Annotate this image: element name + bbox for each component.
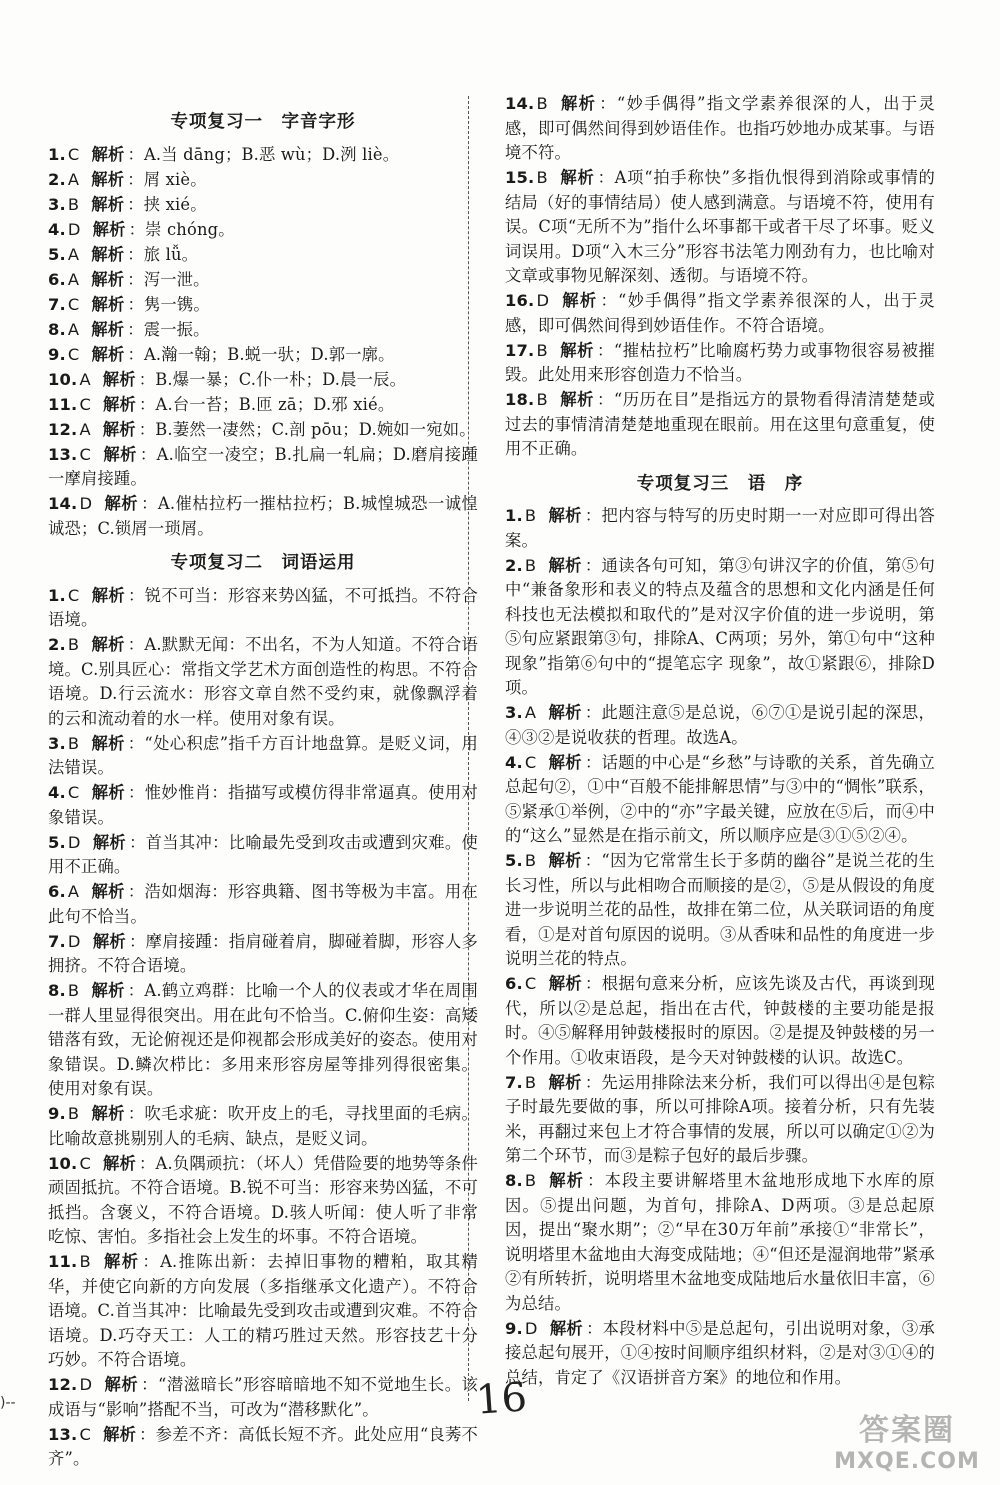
answer-item bbox=[48, 584, 478, 633]
answer-item bbox=[48, 1373, 478, 1422]
analysis-text: ：屑 xiè。 bbox=[127, 169, 207, 189]
answer-choice: B bbox=[524, 555, 537, 575]
answer-item bbox=[48, 930, 478, 979]
section-title: 专项复习二 词语运用 bbox=[170, 553, 356, 573]
analysis-text: ：“摧枯拉朽”比喻腐朽势力或事物很容易被摧毁。此处用来形容创造力不恰当。 bbox=[505, 340, 935, 384]
analysis-text: ：A.台一苔；B.匝 zā；D.邪 xié。 bbox=[139, 394, 395, 414]
analysis-text: ：本段材料中⑤是总起句，引出说明对象，③承接总起句展开，①④按时间顺序组织材料，②是对③①④的总结，肯定了《汉语拼音方案》的地位和作用。 bbox=[505, 1318, 935, 1387]
analysis-label: 解析 bbox=[91, 1104, 125, 1123]
analysis-text: ：震一振。 bbox=[127, 319, 210, 339]
question-number: 7. bbox=[48, 294, 66, 314]
answer-item bbox=[48, 443, 478, 492]
answer-item bbox=[505, 504, 935, 553]
answer-item bbox=[48, 368, 478, 393]
analysis-label: 解析 bbox=[548, 1072, 582, 1092]
analysis-label: 解析 bbox=[104, 494, 139, 513]
question-number: 5. bbox=[505, 851, 523, 870]
analysis-text: ：根据句意来分析，应该先谈及古代，再谈到现代，所以②是总起，指出在古代，钟鼓楼的主要功能是报时。④⑤解释用钟鼓楼报时的原因。②是提及钟鼓楼的另一个作用。①收束语段，是今天对钟鼓楼的认识。故选C。 bbox=[505, 974, 936, 1067]
question-number: 14. bbox=[505, 94, 535, 113]
question-number: 2. bbox=[48, 635, 66, 654]
analysis-text: ：A项“拍手称快”多指仇恨得到消除或事情的结局（好的事情结局）使人感到满意。与语境不符，使用有误。C项“无所不为”指什么坏事都干或者干尽了坏事。贬义词误用。D项“入木三分”形容书法笔力刚劲有力，也比喻对文章或事物见解深刻、透彻。与语境不符。 bbox=[505, 168, 935, 285]
analysis-text: ：摩肩接踵：指肩碰着肩，脚碰着脚，形容人多拥挤。不符合语境。 bbox=[48, 931, 478, 975]
answer-item bbox=[505, 92, 935, 166]
analysis-text: ：A.瀚一翰；B.蜕一驮；D.郭一廓。 bbox=[127, 344, 395, 364]
analysis-label: 解析 bbox=[548, 703, 582, 722]
answer-choice: D bbox=[79, 494, 93, 513]
question-number: 14. bbox=[48, 494, 78, 513]
answer-choice: C bbox=[67, 344, 80, 364]
answer-choice: B bbox=[536, 94, 548, 113]
question-number: 9. bbox=[505, 1318, 523, 1338]
analysis-label: 解析 bbox=[104, 1375, 139, 1394]
question-number: 1. bbox=[505, 506, 523, 525]
analysis-text: ：锐不可当：形容来势凶猛，不可抵挡。不符合语境。 bbox=[48, 585, 479, 629]
question-number: 4. bbox=[48, 219, 66, 239]
analysis-text: ：B.爆一暴；C.仆一朴；D.晨一辰。 bbox=[138, 369, 407, 389]
answer-choice: D bbox=[524, 1318, 538, 1338]
analysis-text: ：B.萋然一凄然；C.剖 pōu；D.婉如一宛如。 bbox=[138, 419, 476, 439]
analysis-label: 解析 bbox=[102, 369, 136, 389]
question-number: 5. bbox=[48, 832, 66, 852]
answer-choice: A bbox=[67, 882, 80, 901]
analysis-text: ：“历历在目”是指远方的景物看得清清楚楚或过去的事情清清楚楚地重现在眼前。用在这里句意重复，使用不正确。 bbox=[505, 390, 935, 458]
answer-item bbox=[48, 781, 478, 830]
section-title: 专项复习三 语 序 bbox=[636, 473, 804, 494]
analysis-text: ：A.催枯拉朽一摧枯拉朽；B.城惶城恐一诚惶诚恐；C.锁屑一琐屑。 bbox=[48, 494, 478, 538]
analysis-text: ：“处心积虑”指千方百计地盘算。是贬义词，用法错误。 bbox=[48, 733, 478, 777]
analysis-text: ：A.负隅顽抗：（坏人）凭借险要的地势等条件顽固抵抗。不符合语境。B.锐不可当：形容来势凶猛，不可抵挡。含褒义，不符合语境。D.骇人听闻：使人听了非常吃惊、害怕。多指社会上发生的坏事。不符合语境。 bbox=[48, 1153, 478, 1246]
analysis-label: 解析 bbox=[92, 832, 127, 852]
answer-choice: C bbox=[79, 394, 92, 414]
answer-list bbox=[48, 143, 478, 542]
answer-choice: D bbox=[67, 832, 81, 852]
analysis-label: 解析 bbox=[91, 981, 125, 1000]
answer-item bbox=[48, 880, 478, 929]
question-number: 9. bbox=[48, 1104, 66, 1123]
edge-mark: )-- bbox=[0, 1395, 16, 1411]
question-number: 11. bbox=[48, 1252, 78, 1271]
answer-item bbox=[48, 1423, 478, 1472]
answer-choice: C bbox=[67, 585, 80, 605]
answer-choice: B bbox=[67, 1104, 80, 1123]
answer-choice: B bbox=[536, 390, 548, 409]
answer-item bbox=[48, 393, 478, 418]
analysis-label: 解析 bbox=[549, 1318, 584, 1338]
analysis-label: 解析 bbox=[559, 168, 595, 187]
question-number: 10. bbox=[48, 369, 78, 389]
section-title: 专项复习一 字音字形 bbox=[170, 112, 356, 132]
analysis-label: 解析 bbox=[548, 752, 582, 772]
question-number: 6. bbox=[505, 974, 523, 993]
answer-choice: A bbox=[67, 319, 80, 339]
analysis-text: ：参差不齐：高低长短不齐。此处应用“良莠不齐”。 bbox=[48, 1424, 478, 1468]
page-number: 16 bbox=[474, 1374, 529, 1424]
answer-item bbox=[505, 554, 935, 701]
analysis-label: 解析 bbox=[548, 851, 582, 870]
analysis-label: 解析 bbox=[548, 974, 583, 993]
analysis-text: ：惟妙惟肖：指描写或模仿得非常逼真。使用对象错误。 bbox=[48, 783, 479, 827]
question-number: 8. bbox=[48, 981, 66, 1000]
answer-item bbox=[48, 979, 478, 1102]
answer-list bbox=[48, 584, 478, 1472]
answer-item bbox=[505, 1169, 935, 1316]
question-number: 3. bbox=[505, 703, 523, 722]
analysis-text: ：挟 xié。 bbox=[127, 194, 207, 214]
analysis-text: ：吹毛求疵：吹开皮上的毛，寻找里面的毛病。比喻故意挑剔别人的毛病、缺点，是贬义词。 bbox=[48, 1104, 479, 1148]
question-number: 8. bbox=[505, 1171, 523, 1190]
question-number: 2. bbox=[48, 169, 66, 189]
analysis-label: 解析 bbox=[91, 344, 125, 364]
analysis-label: 解析 bbox=[91, 194, 125, 214]
analysis-label: 解析 bbox=[103, 1424, 137, 1444]
answer-list bbox=[505, 92, 935, 462]
analysis-label: 解析 bbox=[103, 394, 136, 414]
question-number: 4. bbox=[505, 752, 523, 772]
analysis-label: 解析 bbox=[102, 419, 136, 439]
answer-item bbox=[48, 831, 478, 880]
answer-item bbox=[48, 418, 478, 443]
answer-choice: D bbox=[67, 219, 81, 239]
analysis-label: 解析 bbox=[91, 319, 125, 339]
answer-item bbox=[48, 143, 478, 168]
analysis-text: ：旅 lǚ。 bbox=[127, 244, 199, 264]
analysis-text: ：A.鹤立鸡群：比喻一个人的仪表或才华在周围一群人里显得很突出。用在此句不恰当。C.俯仰生姿：高矮错落有致，无论俯视还是仰视都会形成美好的姿态。使用对象错误。D.鳞次栉比：多用来形容房屋等排列得很密集。使用对象有误。 bbox=[48, 981, 479, 1098]
analysis-label: 解析 bbox=[559, 390, 594, 409]
question-number: 15. bbox=[505, 168, 535, 187]
answer-choice: B bbox=[67, 733, 80, 753]
answer-choice: B bbox=[524, 506, 537, 525]
answer-choice: B bbox=[524, 851, 537, 870]
answer-choice: C bbox=[79, 444, 92, 464]
answer-choice: B bbox=[67, 194, 80, 214]
answer-choice: C bbox=[524, 752, 537, 772]
answer-choice: A bbox=[67, 269, 80, 289]
analysis-label: 解析 bbox=[91, 169, 125, 189]
question-number: 8. bbox=[48, 319, 66, 339]
answer-choice: C bbox=[67, 294, 80, 314]
answer-choice: D bbox=[67, 931, 81, 951]
answer-item bbox=[505, 339, 935, 388]
analysis-text: ：泻一泄。 bbox=[127, 269, 210, 289]
answer-choice: A bbox=[67, 169, 80, 189]
analysis-text: ：通读各句可知，第③句讲汉字的价值，第⑤句中“兼备象形和表义的特点及蕴含的思想和文化内涵是任何科技也无法模拟和取代的”是对汉字价值的进一步说明，第⑤句应紧跟第③句，排除A、C两项；另外，第①句中“这种现象”指第⑥句中的“提笔忘字 现象”，故①紧跟⑥，排除D项。 bbox=[505, 555, 936, 697]
answer-item bbox=[505, 1071, 935, 1169]
answer-item bbox=[505, 751, 935, 849]
analysis-label: 解析 bbox=[91, 733, 125, 753]
analysis-text: ：A.推陈出新：去掉旧事物的糟粕，取其精华，并使它向新的方向发展（多指继承文化遗产）。不符合语境。C.首当其冲：比喻最先受到攻击或遭到灾难。不符合语境。D.巧夺天工：人工的精巧胜过天然。形容技艺十分巧妙。不符合语境。 bbox=[48, 1252, 479, 1369]
answer-item bbox=[505, 289, 935, 338]
answer-choice: B bbox=[524, 1171, 537, 1190]
answer-item bbox=[505, 388, 935, 462]
answer-list bbox=[505, 504, 935, 1390]
answer-item bbox=[48, 633, 478, 731]
analysis-label: 解析 bbox=[91, 269, 125, 289]
question-number: 12. bbox=[48, 1375, 78, 1394]
analysis-text: ：此题注意⑤是总说，⑥⑦①是说引起的深思，④③②是说收获的哲理。故选A。 bbox=[505, 703, 936, 747]
analysis-text: ：首当其冲：比喻最先受到攻击或遭到灾难。使用不正确。 bbox=[48, 832, 478, 876]
analysis-text: ：话题的中心是“乡愁”与诗歌的关系，首先确立总起句②，①中“百般不能排解思情”与③中的“惆怅”联系，⑤紧承①举例，②中的“亦”字最关键，应放在⑤后，而④中的“这么”显然是在指示前文，所以顺序应是③①⑤②④。 bbox=[505, 752, 935, 845]
answer-item bbox=[48, 732, 478, 781]
answer-item bbox=[48, 1250, 478, 1373]
analysis-text: ：把内容与特写的历史时期一一对应即可得出答案。 bbox=[505, 506, 936, 550]
question-number: 7. bbox=[505, 1072, 523, 1092]
question-number: 3. bbox=[48, 194, 66, 214]
answer-item bbox=[48, 218, 478, 243]
answer-item bbox=[48, 268, 478, 293]
analysis-text: ：崇 chóng。 bbox=[128, 219, 235, 239]
analysis-label: 解析 bbox=[92, 219, 126, 239]
analysis-label: 解析 bbox=[91, 783, 126, 802]
analysis-label: 解析 bbox=[103, 1153, 137, 1173]
analysis-label: 解析 bbox=[548, 1171, 585, 1190]
analysis-label: 解析 bbox=[91, 244, 125, 264]
analysis-label: 解析 bbox=[92, 931, 127, 951]
answer-item bbox=[505, 1317, 935, 1391]
answer-item bbox=[48, 492, 478, 541]
analysis-text: ：A.临空一凌空；B.扎扁一轧扁；D.磨肩接踵一摩肩接踵。 bbox=[48, 444, 479, 488]
analysis-text: ：先运用排除法来分析，我们可以得出④是包粽子时最先要做的事，所以可排除A项。接着分析，只有先装米，再翻过来包上才符合事情的发展，所以可以确定①②为第二个环节，而③是粽子包好的最后步骤。 bbox=[505, 1072, 936, 1165]
analysis-text: ：A.当 dāng；B.恶 wù；D.洌 liè。 bbox=[127, 144, 400, 164]
question-number: 5. bbox=[48, 244, 66, 264]
question-number: 9. bbox=[48, 344, 66, 364]
answer-item bbox=[505, 166, 935, 289]
question-number: 6. bbox=[48, 269, 66, 289]
answer-choice: A bbox=[524, 703, 537, 722]
question-number: 17. bbox=[505, 340, 535, 360]
analysis-text: ：A.默默无闻：不出名，不为人知道。不符合语境。C.别具匠心：常指文学艺术方面创造性的构思。不符合语境。D.行云流水：形容文章自然不受约束，就像飘浮着的云和流动着的水一样。使用对象有误。 bbox=[48, 635, 479, 728]
answer-choice: C bbox=[79, 1153, 92, 1173]
answer-choice: C bbox=[67, 144, 80, 164]
question-number: 4. bbox=[48, 783, 66, 802]
analysis-label: 解析 bbox=[561, 291, 598, 310]
answer-item bbox=[48, 168, 478, 193]
analysis-label: 解析 bbox=[91, 635, 125, 654]
answer-choice: C bbox=[524, 974, 537, 993]
answer-choice: D bbox=[79, 1375, 93, 1394]
answer-choice: D bbox=[536, 291, 550, 310]
watermark-logo bbox=[822, 1413, 992, 1479]
answer-choice: B bbox=[536, 340, 548, 360]
analysis-text: ：隽一镌。 bbox=[127, 294, 210, 314]
question-number: 16. bbox=[505, 291, 535, 310]
question-number: 1. bbox=[48, 585, 66, 605]
answer-choice: B bbox=[524, 1072, 537, 1092]
question-number: 3. bbox=[48, 733, 66, 753]
analysis-text: ：浩如烟海：形容典籍、图书等极为丰富。用在此句不恰当。 bbox=[48, 882, 479, 926]
answer-item bbox=[48, 193, 478, 218]
answer-choice: A bbox=[79, 369, 91, 389]
answer-item bbox=[48, 318, 478, 343]
watermark-url: MXQE.COM bbox=[834, 1449, 980, 1474]
answer-item bbox=[505, 849, 935, 972]
answer-item bbox=[505, 701, 935, 750]
question-number: 10. bbox=[48, 1153, 78, 1173]
answer-item bbox=[48, 293, 478, 318]
question-number: 7. bbox=[48, 931, 66, 951]
answer-choice: B bbox=[536, 168, 548, 187]
answer-item bbox=[48, 1102, 478, 1151]
analysis-label: 解析 bbox=[559, 340, 594, 360]
column-divider bbox=[468, 96, 470, 1401]
answer-choice: C bbox=[79, 1424, 92, 1444]
question-number: 18. bbox=[505, 390, 535, 409]
analysis-label: 解析 bbox=[103, 444, 137, 464]
answer-choice: B bbox=[67, 635, 80, 654]
question-number: 6. bbox=[48, 882, 66, 901]
answer-choice: A bbox=[67, 244, 80, 264]
analysis-label: 解析 bbox=[102, 1252, 140, 1271]
answer-item bbox=[505, 972, 935, 1070]
analysis-label: 解析 bbox=[91, 882, 125, 901]
analysis-label: 解析 bbox=[91, 294, 125, 314]
question-number: 1. bbox=[48, 144, 66, 164]
answer-choice: B bbox=[79, 1252, 91, 1271]
analysis-label: 解析 bbox=[91, 585, 126, 605]
analysis-label: 解析 bbox=[559, 94, 597, 113]
analysis-label: 解析 bbox=[91, 144, 125, 164]
left-column bbox=[48, 106, 478, 1472]
analysis-text: ：“妙手偶得”指文学素养很深的人，出于灵感，即可偶然间得到妙语佳作。也指巧妙地办成某事。与语境不符。 bbox=[505, 94, 936, 162]
question-number: 13. bbox=[48, 444, 78, 464]
analysis-text: ：“妙手偶得”指文学素养很深的人，出于灵感，即可偶然间得到妙语佳作。不符合语境。 bbox=[505, 291, 936, 335]
watermark-logo-text: 答案圈 bbox=[859, 1413, 955, 1448]
analysis-label: 解析 bbox=[548, 506, 582, 525]
question-number: 2. bbox=[505, 555, 523, 575]
analysis-label: 解析 bbox=[548, 555, 582, 575]
answer-choice: C bbox=[67, 783, 80, 802]
answer-choice: B bbox=[67, 981, 80, 1000]
analysis-text: ：本段主要讲解塔里木盆地形成地下水库的原因。⑤提出问题，为首句，排除A、D两项。③是总起原因，提出“聚水期”；②“早在30万年前”承接①“非常长”，说明塔里木盆地由大海变成陆地；④“但还是湿润地带”紧承②有所转折，说明塔里木盆地变成陆地后水量依旧丰富，⑥为总结。 bbox=[505, 1171, 935, 1313]
question-number: 12. bbox=[48, 419, 78, 439]
answer-choice: A bbox=[79, 419, 91, 439]
analysis-text: ：“因为它常常生长于多荫的幽谷”是说兰花的生长习性，所以与此相吻合而顺接的是②，⑤是从假设的角度进一步说明兰花的品性，故排在第二位，从关联词语的角度看，①是对首句原因的说明。③从香味和品性的角度进一步说明兰花的特点。 bbox=[505, 851, 935, 968]
answer-item bbox=[48, 243, 478, 268]
answer-item bbox=[48, 343, 478, 368]
right-column bbox=[505, 92, 935, 1391]
analysis-text: ：“潜滋暗长”形容暗暗地不知不觉地生长。该成语与“影响”搭配不当，可改为“潜移默化”。 bbox=[48, 1375, 478, 1419]
question-number: 11. bbox=[48, 394, 78, 414]
answer-item bbox=[48, 1152, 478, 1250]
question-number: 13. bbox=[48, 1424, 78, 1444]
